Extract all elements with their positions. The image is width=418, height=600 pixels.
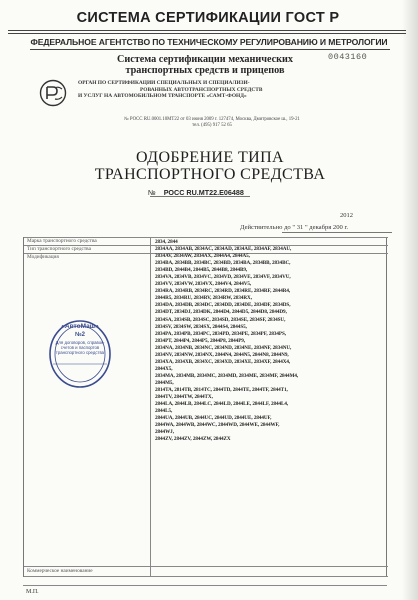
modification-line: 2844X5,: [155, 365, 173, 372]
modification-line: 2834RA, 2834RB, 2834RC, 2834RD, 2834RE, 2834RF, 2844R4,: [155, 288, 291, 295]
table-column-divider: [150, 237, 151, 577]
document-title-line: ОДОБРЕНИЕ ТИПА: [135, 149, 284, 166]
modification-line: 2844ZV, 2844ZV, 2844ZW, 2844ZX: [155, 436, 231, 443]
modification-line: 2834XA, 2834XB, 2834XC, 2834XD, 2834XE, 2834XF, 2844X4,: [155, 358, 291, 365]
vehicle-table: [23, 237, 387, 577]
modification-line: 2844R5, 2834RU, 2834RV, 2834RW, 2834RX,: [155, 295, 252, 302]
modification-line: 2844TV, 2844TW, 2844TX,: [155, 394, 213, 401]
modification-line: 2844M5,: [155, 379, 174, 386]
stamp-purpose: Для договоров, справок-счетов и паспортов транспортного средства: [55, 340, 105, 356]
stamp-name: «АвтоМаш»: [61, 323, 99, 330]
modification-line: 2834SV, 2834SW, 2834SX, 2844S4, 2844S5,: [155, 323, 247, 330]
table-rule: [24, 576, 388, 577]
modification-line: 2834PT, 2844P4, 2844P5, 2844P8, 2844P9,: [155, 337, 246, 344]
modification-line: 2844LA, 2844LB, 2844LC, 2844LD, 2844LE, 2844LF, 2844L4,: [155, 401, 289, 408]
document-title-line: ТРАНСПОРТНОГО СРЕДСТВА: [94, 166, 326, 183]
scan-edge-shadow: [402, 0, 418, 600]
modification-line: 2834, 2844: [155, 239, 178, 245]
modification-line: 2834NA, 2834NB, 2834NC, 2834ND, 2834NE, 2834NF, 2834NU,: [155, 344, 292, 351]
modification-line: 2834AA, 2834AB, 2834AC, 2834AD, 2834AE, 2834AF, 2834AU,: [155, 246, 292, 253]
agency-rule: [30, 49, 390, 50]
document-title: [60, 149, 360, 183]
modification-line: 2834DT, 2834DJ, 2834DK, 2844D4, 2844D5, 2844D8, 2844D9,: [155, 309, 287, 316]
modification-line: 2834DA, 2834DB, 2834DC, 2834DD, 2834DE, 2834DF, 2834DS,: [155, 302, 291, 309]
modification-line: 2844WA, 2844WB, 2844WC, 2844WD, 2844WE, 2844WF,: [155, 422, 280, 429]
header-rule-top: [8, 30, 406, 31]
system-name: [100, 54, 310, 76]
stamp-number: №2: [74, 332, 86, 338]
certification-body-line: И УСЛУГ НА АВТОМОБИЛЬНОМ ТРАНСПОРТЕ «САМТ-ФОНД»: [78, 93, 247, 100]
validity-underline: [282, 232, 392, 233]
brand-label: Марка транспортного средства: [27, 238, 97, 244]
certification-body-line: ОРГАН ПО СЕРТИФИКАЦИИ СПЕЦИАЛЬНЫХ И СПЕЦИАЛИЗИ-: [78, 80, 250, 86]
issue-year: 2012: [340, 212, 353, 219]
certification-body-line: РОВАННЫХ АВТОТРАНСПОРТНЫХ СРЕДСТВ: [140, 86, 263, 93]
system-name-line: транспортных средств и прицепов: [125, 65, 285, 76]
modification-line: 2844WJ,: [155, 429, 174, 436]
registration-line: № РОСС RU.0001.10МТ22 от 03 июня 2009 г. 127474, Москва, Дмитровское ш., 19-21: [124, 117, 300, 122]
modification-line: 2834PA, 2834PB, 2834PC, 2834PD, 2834PE, 2834PF, 2834PS,: [155, 330, 287, 337]
validity-period: Действительно до " 31 " декабря 200 г.: [240, 224, 349, 231]
modification-line: 2834AV, 2834AW, 2834AX, 2844A4, 2844A5,: [155, 253, 250, 260]
footer-rule: [23, 585, 387, 586]
modification-line: 2834VV, 2834VW, 2834VX, 2844V4, 2844V5,: [155, 281, 252, 288]
modification-line: 2834NV, 2834NW, 2834NX, 2844N4, 2844N5, 2844N8, 2844N9,: [155, 351, 289, 358]
registration-line: тел. (495) 917 52 65: [192, 123, 232, 129]
registration-info: [42, 117, 382, 129]
approval-number-value: РОСС RU.MT22.E06488: [163, 188, 244, 197]
certification-system-title: СИСТЕМА СЕРТИФИКАЦИИ ГОСТ Р: [76, 10, 340, 26]
table-rule: [24, 566, 388, 567]
modification-line: 2834VA, 2834VB, 2834VC, 2834VD, 2834VE, 2834VF, 2834VU,: [155, 274, 291, 281]
agency-name: ФЕДЕРАЛЬНОЕ АГЕНТСТВО ПО ТЕХНИЧЕСКОМУ РЕГУЛИРОВАНИЮ И МЕТРОЛОГИИ: [30, 37, 388, 47]
approval-number-underline: [150, 196, 250, 197]
number-sign: №: [148, 188, 156, 197]
modification-label: Модификация: [27, 254, 59, 260]
gost-r-logo-icon: [38, 78, 68, 108]
modification-line: 2834MA, 2834MB, 2834MC, 2834MD, 2834ME, 2834MF, 2844M4,: [155, 372, 299, 379]
header-rule-bottom: [8, 33, 406, 34]
serial-number: 0043160: [328, 52, 368, 62]
system-name-line: Система сертификации механических: [116, 54, 294, 65]
modification-line: 2844L5,: [155, 408, 173, 415]
modification-line: 2834BA, 2834BB, 2834BC, 2834BD, 2834BA, 2834BB, 2834BC,: [155, 260, 291, 267]
modification-line: 2814TA, 2814TB, 2814TC, 2844TD, 2844TE, 2844TF, 2844T1,: [155, 386, 288, 393]
commercial-name-label: Коммерческое наименование: [27, 568, 93, 574]
seal-place-label: М.П.: [26, 589, 39, 595]
modification-line: 2834BD, 2844B4, 2844B5, 2844B8, 2844B9,: [155, 267, 248, 274]
modification-list: [155, 239, 387, 443]
certification-body: [78, 80, 378, 100]
modification-line: 2844UA, 2844UB, 2844UC, 2844UD, 2844UE, 2844UF,: [155, 415, 272, 422]
type-label: Тип транспортного средства: [27, 246, 91, 252]
modification-line: 2834SA, 2834SB, 2834SC, 2834SD, 2834SE, 2834SF, 2834SU,: [155, 316, 286, 323]
